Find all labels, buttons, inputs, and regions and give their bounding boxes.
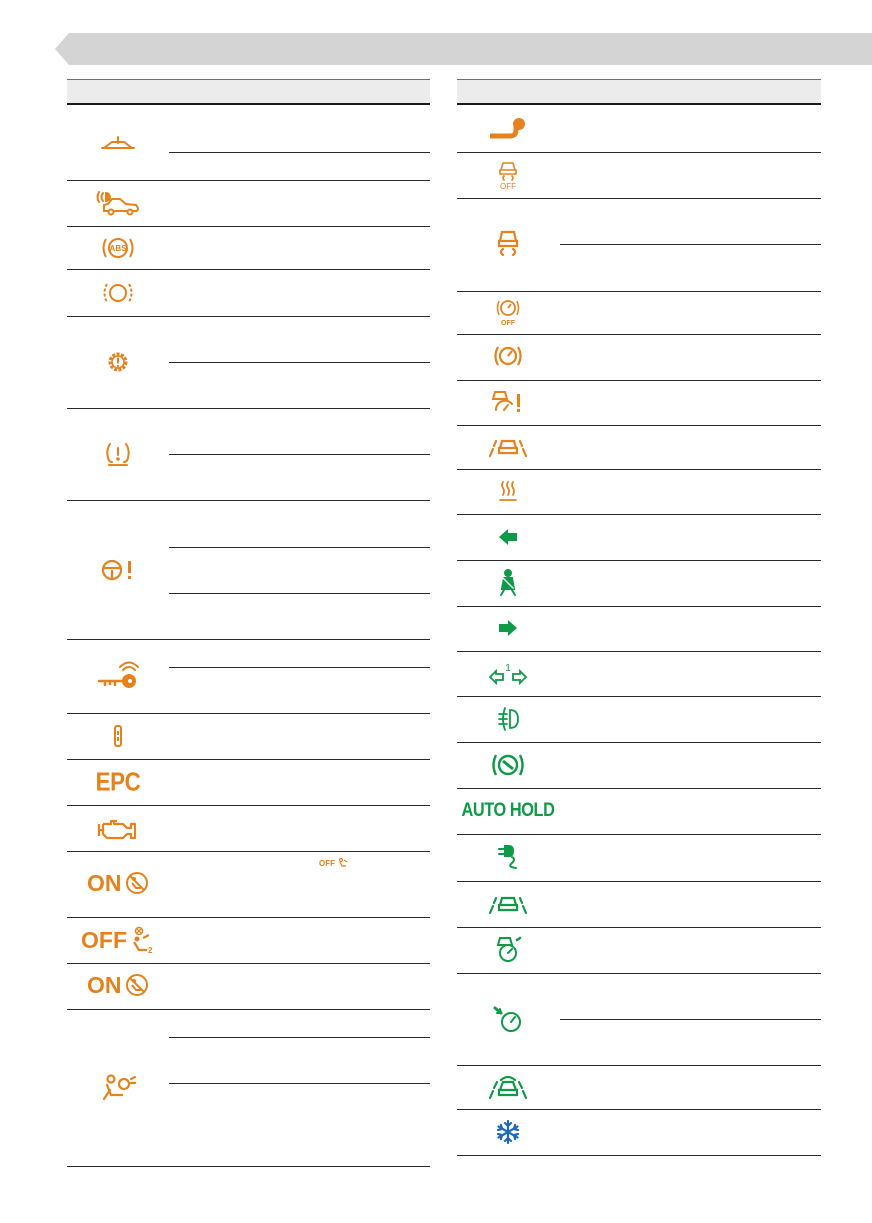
gear-warning-icon bbox=[106, 350, 130, 374]
tire-pressure-icon bbox=[103, 440, 133, 468]
right-row-divider bbox=[457, 1065, 821, 1066]
left-row-divider bbox=[67, 639, 430, 640]
left-subrow-divider bbox=[169, 667, 430, 668]
steering-warning-icon bbox=[99, 557, 137, 583]
frost-icon bbox=[495, 1119, 521, 1145]
svg-text:ON: ON bbox=[87, 870, 122, 896]
right-row-divider bbox=[457, 834, 821, 835]
right-row-divider bbox=[457, 742, 821, 743]
svg-text:OFF: OFF bbox=[500, 182, 516, 191]
airbag-on-icon bbox=[87, 870, 149, 896]
left-row-divider bbox=[67, 917, 430, 918]
airbag-off-icon bbox=[81, 926, 155, 954]
svg-text:OFF: OFF bbox=[501, 320, 515, 327]
left-subrow-divider bbox=[169, 547, 430, 548]
right-row-divider bbox=[457, 198, 821, 199]
right-row-divider bbox=[457, 291, 821, 292]
epc-icon: EPC bbox=[95, 766, 141, 797]
right-row-divider bbox=[457, 1155, 821, 1156]
esc-skid-icon bbox=[494, 229, 522, 259]
engine-icon bbox=[97, 816, 139, 842]
section-banner bbox=[55, 33, 872, 65]
left-row-divider bbox=[67, 1009, 430, 1010]
left-subrow-divider bbox=[169, 593, 430, 594]
left-row-divider bbox=[67, 851, 430, 852]
key-remote-icon bbox=[95, 660, 141, 690]
front-assist-icon bbox=[484, 1074, 532, 1100]
seatbelt-icon bbox=[496, 569, 520, 597]
right-row-divider bbox=[457, 152, 821, 153]
left-row-divider bbox=[67, 500, 430, 501]
brake-pad-icon bbox=[101, 280, 135, 306]
right-subrow-divider bbox=[560, 1019, 821, 1020]
hydraulic-lever-icon bbox=[488, 116, 528, 142]
right-row-divider bbox=[457, 696, 821, 697]
right-row-divider bbox=[457, 606, 821, 607]
left-subrow-divider bbox=[169, 1083, 430, 1084]
headlight-range-icon bbox=[96, 189, 140, 217]
right-row-divider bbox=[457, 651, 821, 652]
left-row-divider bbox=[67, 713, 430, 714]
right-row-divider bbox=[457, 514, 821, 515]
left-row-divider bbox=[67, 180, 430, 181]
right-row-divider bbox=[457, 334, 821, 335]
inline-airbag-off-icon: OFF bbox=[319, 858, 349, 868]
svg-text:1: 1 bbox=[505, 663, 511, 674]
svg-text:2: 2 bbox=[148, 946, 153, 955]
right-row-divider bbox=[457, 927, 821, 928]
svg-text:ABS: ABS bbox=[109, 244, 127, 253]
right-row-divider bbox=[457, 973, 821, 974]
lane-assist-icon bbox=[484, 893, 532, 915]
tpms-off-icon bbox=[496, 298, 520, 326]
left-row-divider bbox=[67, 408, 430, 409]
fuse-icon bbox=[113, 724, 123, 748]
left-row-divider bbox=[67, 226, 430, 227]
gear-shift-icon bbox=[488, 661, 528, 687]
left-subrow-divider bbox=[169, 152, 430, 153]
right-subrow-divider bbox=[560, 244, 821, 245]
airbag-on-icon bbox=[87, 972, 149, 998]
left-row-divider bbox=[67, 269, 430, 270]
cruise-control-icon bbox=[491, 934, 525, 964]
left-row-divider bbox=[67, 316, 430, 317]
left-subrow-divider bbox=[169, 362, 430, 363]
right-row-divider bbox=[457, 881, 821, 882]
svg-text:ON: ON bbox=[87, 972, 122, 998]
left-row-divider bbox=[67, 1166, 430, 1167]
turn-left-icon bbox=[498, 528, 518, 546]
cruise-warning-icon bbox=[490, 388, 526, 416]
right-row-divider bbox=[457, 380, 821, 381]
turn-right-icon bbox=[498, 619, 518, 637]
airbag-person-icon bbox=[100, 1073, 136, 1103]
right-row-divider bbox=[457, 425, 821, 426]
left-subrow-divider bbox=[169, 1037, 430, 1038]
svg-text:OFF: OFF bbox=[81, 927, 127, 953]
esc-off-icon bbox=[496, 160, 520, 190]
left-row-divider bbox=[67, 963, 430, 964]
right-table-header bbox=[457, 79, 821, 105]
speed-limiter-icon bbox=[493, 343, 523, 369]
fog-light-icon bbox=[496, 706, 520, 732]
left-subrow-divider bbox=[169, 454, 430, 455]
lane-assist-icon bbox=[484, 436, 532, 458]
speed-limiter-icon bbox=[491, 1004, 525, 1034]
right-row-divider bbox=[457, 560, 821, 561]
abs-icon bbox=[100, 235, 136, 261]
car-door-icon bbox=[100, 134, 136, 152]
left-row-divider bbox=[67, 759, 430, 760]
right-row-divider bbox=[457, 788, 821, 789]
right-row-divider bbox=[457, 469, 821, 470]
auto-hold-icon: AUTO HOLD bbox=[461, 800, 555, 821]
heater-icon bbox=[498, 479, 518, 503]
parking-brake-icon bbox=[491, 751, 525, 779]
charging-plug-icon bbox=[496, 844, 520, 870]
left-row-divider bbox=[67, 805, 430, 806]
right-row-divider bbox=[457, 1109, 821, 1110]
left-table-header bbox=[67, 79, 430, 105]
